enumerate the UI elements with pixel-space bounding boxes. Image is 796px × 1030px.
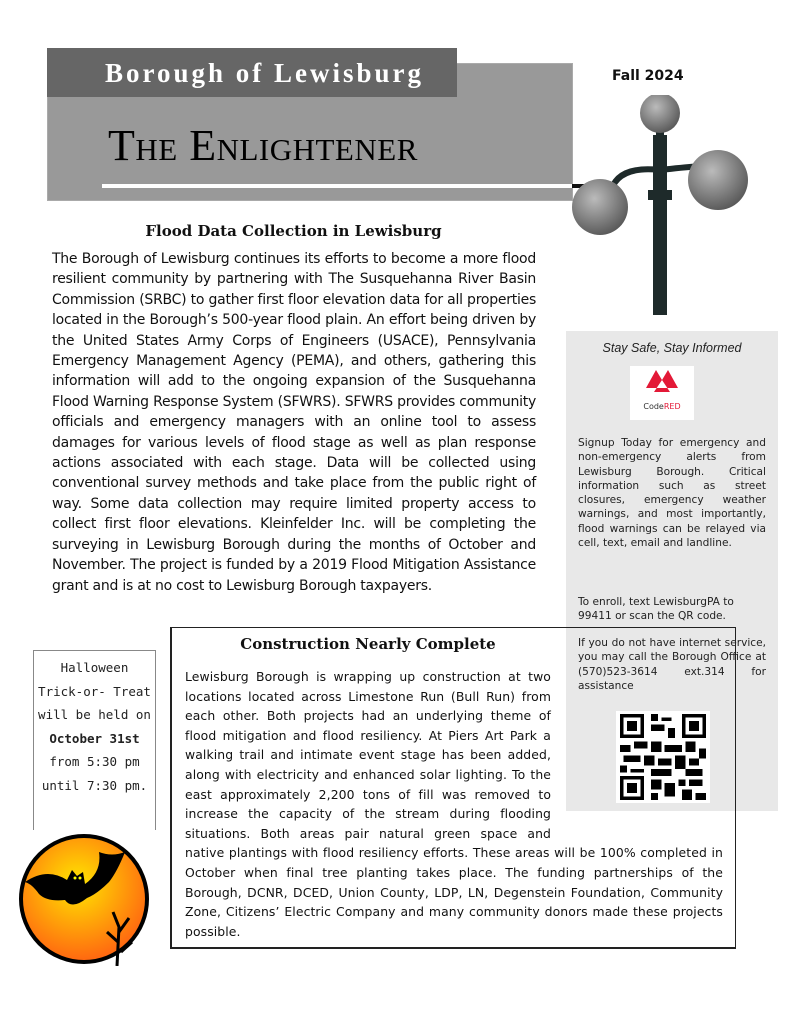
halloween-line: from 5:30 pm <box>49 754 140 770</box>
sidebar-signup-text: Signup Today for emergency and non-emergency alerts from Lewisburg Borough. Critical information such as street closures, emergency weather warnings, and most importantly, flood warnings can be relayed via cell, text, email and landline. <box>578 437 766 550</box>
halloween-line: Halloween <box>60 660 129 675</box>
lamp-post-image <box>570 95 770 315</box>
halloween-line: Trick-or- Treat <box>38 683 151 699</box>
flood-article-heading: Flood Data Collection in Lewisburg <box>145 222 442 240</box>
logo-text: Code <box>643 402 664 411</box>
logo-text-red: RED <box>663 402 681 411</box>
construction-body: Lewisburg Borough is wrapping up construction at two locations located across Limestone Run (Bull Run) from each other. Both projects had an underlying theme of flood mitigation and flood resiliency. At Piers Art Park a walking trail and intimate event stage has been added, along with electricity and enhanced solar lighting. To the east approximately 2,200 tons of fill was removed to increase the capacity of the stream during flooding situations. Both areas pair natural green space and native plantings with flood resiliency efforts. These areas will be 100% completed in October when final tree planting takes place. The funding partnerships of the Borough, DCNR, DCED, Union County, LDP, LN, Degenstein Foundation, Community Zone, Citizens’ Electric Company and many community donors made these projects possible. <box>185 669 723 939</box>
sidebar-enroll-text: To enroll, text LewisburgPA to 99411 or scan the QR code. <box>578 596 734 623</box>
codered-triangle-icon <box>642 366 682 400</box>
halloween-notice <box>33 650 156 830</box>
divider <box>102 184 572 188</box>
flood-article-body: The Borough of Lewisburg continues its efforts to become a more flood resilient community by partnering with The Susquehanna River Basin Commission (SRBC) to gather first floor elevation data for all properties located in the Borough’s 500-year flood plain. An effort being driven by the United States Army Corps of Engineers (USACE), Pennsylvania Emergency Management Agency (PEMA), and others, gathering this information will add to the ongoing expansion of the Susquehanna Flood Warning Response System (SFWRS). SFWRS provides community officials and emergency managers with an online tool to assess damages for various levels of flood stage as well as plan response actions associated with each stage. Data will be collected using conventional survey methods and take place from the public right of way. Some data collection may require limited property access to collect first floor elevations. Kleinfelder Inc. will be completing the surveying in Lewisburg Borough during the months of October and November. The project is funded by a 2019 Flood Mitigation Assistance grant and is at no cost to Lewisburg Borough taxpayers. <box>52 251 536 594</box>
issue-date: Fall 2024 <box>612 68 684 84</box>
codered-logo <box>630 366 694 420</box>
halloween-line: until 7:30 pm. <box>41 777 148 793</box>
borough-name: Borough of Lewisburg <box>105 58 425 88</box>
halloween-line: will be held on <box>38 707 151 723</box>
halloween-bat-moon-image <box>17 832 151 966</box>
halloween-line: October 31st <box>49 730 140 746</box>
newsletter-title: The Enlightener <box>108 121 418 170</box>
sidebar-phone-text: If you do not have internet service, you may call the Borough Office at (570)523-3614 ext.314 for assistance <box>578 637 766 692</box>
construction-article <box>170 627 736 949</box>
sidebar-heading: Stay Safe, Stay Informed <box>602 341 742 355</box>
construction-heading: Construction Nearly Complete <box>240 635 496 653</box>
